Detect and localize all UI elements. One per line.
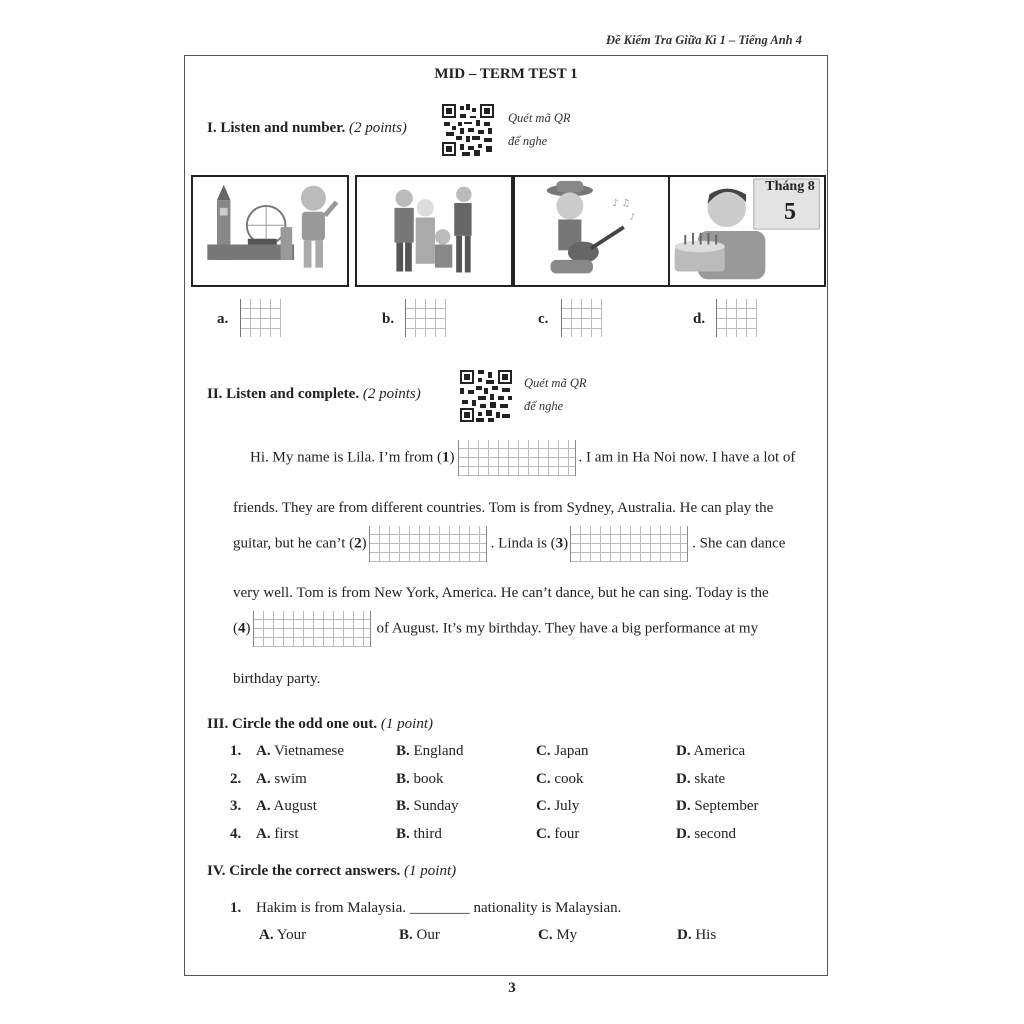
blank-number-4: 4	[238, 620, 246, 637]
answer-box-b[interactable]	[405, 299, 446, 337]
blank-3[interactable]	[570, 526, 688, 562]
test-title: MID – TERM TEST 1	[434, 66, 578, 82]
svg-text:♪: ♪	[629, 212, 636, 223]
picture-family-greeting	[355, 175, 513, 287]
question-number: 1.	[230, 743, 242, 759]
qr-note-2	[524, 372, 587, 418]
option-c[interactable]: C. four	[536, 826, 580, 842]
label-b: b.	[382, 311, 395, 327]
section1-heading-text: I. Listen and number.	[207, 120, 346, 136]
passage-line-4: very well. Tom is from New York, America. He can’t dance, but he can sing. Today is the	[233, 585, 769, 601]
option-c[interactable]: C. My	[538, 927, 578, 943]
svg-text:♪ ♫: ♪ ♫	[612, 197, 631, 209]
passage-text-1a: Hi. My name is Lila. I’m from (	[250, 449, 443, 466]
qr-note-2-line1: Quét mã QR	[524, 376, 587, 390]
passage-text-3b: )	[361, 535, 367, 552]
question-number: 3.	[230, 798, 242, 814]
passage-text-3c: . Linda is (	[490, 535, 556, 552]
passage-line-2: friends. They are from different countries. Tom is from Sydney, Australia. He can play the	[233, 500, 774, 516]
option-c[interactable]: C. July	[536, 798, 580, 814]
passage-text-1b: )	[449, 449, 455, 466]
qr-note-1-line1: Quét mã QR	[508, 111, 571, 125]
question-4-1	[230, 900, 820, 922]
section4-heading	[207, 863, 456, 880]
passage-text-5c: of August. It’s my birthday. They have a big performance at my	[376, 620, 759, 637]
qr-code-2[interactable]	[460, 370, 512, 422]
qr-code-1[interactable]	[442, 104, 494, 156]
option-b[interactable]: B. Sunday	[396, 798, 459, 814]
label-d: d.	[693, 311, 706, 327]
section3-points: (1 point)	[380, 716, 433, 732]
option-d[interactable]: D. His	[677, 927, 717, 943]
section1-points: (2 points)	[349, 120, 407, 136]
calendar-month: Tháng 8	[765, 179, 815, 194]
odd-one-row-4	[230, 826, 820, 848]
label-a: a.	[217, 311, 229, 327]
label-c: c.	[538, 311, 549, 327]
passage-line-6: birthday party.	[233, 671, 321, 687]
option-c[interactable]: C. cook	[536, 771, 584, 787]
question-4-1-options	[230, 927, 820, 949]
qr-note-1-line2: để nghe	[508, 134, 548, 148]
option-a[interactable]: A. swim	[256, 771, 307, 787]
answer-box-a[interactable]	[240, 299, 281, 337]
question-number: 1.	[230, 900, 242, 916]
question-number: 2.	[230, 771, 242, 787]
option-a[interactable]: A. first	[256, 826, 299, 842]
odd-one-row-2	[230, 771, 820, 793]
section3-heading	[207, 716, 433, 733]
odd-one-row-1	[230, 743, 820, 765]
passage-line-1	[250, 440, 818, 476]
question-number: 4.	[230, 826, 242, 842]
section4-heading-text: IV. Circle the correct answers.	[207, 863, 401, 879]
blank-4[interactable]	[253, 611, 371, 647]
passage-text-3e: . She can dance	[692, 535, 786, 552]
blank-2[interactable]	[369, 526, 487, 562]
option-a[interactable]: A. Your	[259, 927, 307, 943]
blank-1[interactable]	[458, 440, 576, 476]
section2-points: (2 points)	[362, 386, 421, 402]
blank-number-1: 1	[442, 449, 450, 466]
book-title-header: Đề Kiểm Tra Giữa Kì 1 – Tiếng Anh 4	[605, 33, 802, 47]
passage-line-5	[233, 611, 818, 647]
odd-one-row-3	[230, 798, 820, 820]
blank-number-3: 3	[555, 535, 564, 552]
qr-note-2-line2: để nghe	[524, 399, 564, 413]
picture-birthday-boy	[668, 175, 826, 287]
section4-points: (1 point)	[404, 863, 457, 879]
passage-text-5b: )	[245, 620, 251, 637]
option-b[interactable]: B. Our	[399, 927, 440, 943]
option-d[interactable]: D. skate	[676, 771, 726, 787]
option-b[interactable]: B. third	[396, 826, 442, 842]
answer-box-c[interactable]	[561, 299, 602, 337]
passage-text-3a: guitar, but he can’t (	[233, 535, 355, 552]
option-d[interactable]: D. America	[676, 743, 746, 759]
option-b[interactable]: B. book	[396, 771, 444, 787]
section1-heading	[207, 120, 407, 137]
answer-box-d[interactable]	[716, 299, 757, 337]
option-b[interactable]: B. England	[396, 743, 464, 759]
picture-london-boy	[191, 175, 349, 287]
calendar-day: 5	[784, 199, 796, 225]
page-number: 3	[508, 980, 516, 996]
blank-number-2: 2	[354, 535, 362, 552]
option-a[interactable]: A. Vietnamese	[256, 743, 344, 759]
option-c[interactable]: C. Japan	[536, 743, 589, 759]
passage-text-1c: . I am in Ha Noi now. I have a lot of	[578, 449, 796, 466]
option-a[interactable]: A. August	[256, 798, 317, 814]
option-d[interactable]: D. second	[676, 826, 736, 842]
section3-heading-text: III. Circle the odd one out.	[207, 716, 378, 732]
section2-heading	[207, 386, 421, 403]
passage-text-5a: (	[233, 620, 238, 637]
passage-line-3	[233, 526, 818, 562]
qr-note-1	[508, 107, 571, 153]
picture-girl-guitar	[513, 175, 671, 287]
question-text: Hakim is from Malaysia. ________ nationality is Malaysian.	[256, 900, 622, 916]
passage-text-3d: )	[563, 535, 569, 552]
section2-heading-text: II. Listen and complete.	[207, 386, 360, 402]
option-d[interactable]: D. September	[676, 798, 759, 814]
